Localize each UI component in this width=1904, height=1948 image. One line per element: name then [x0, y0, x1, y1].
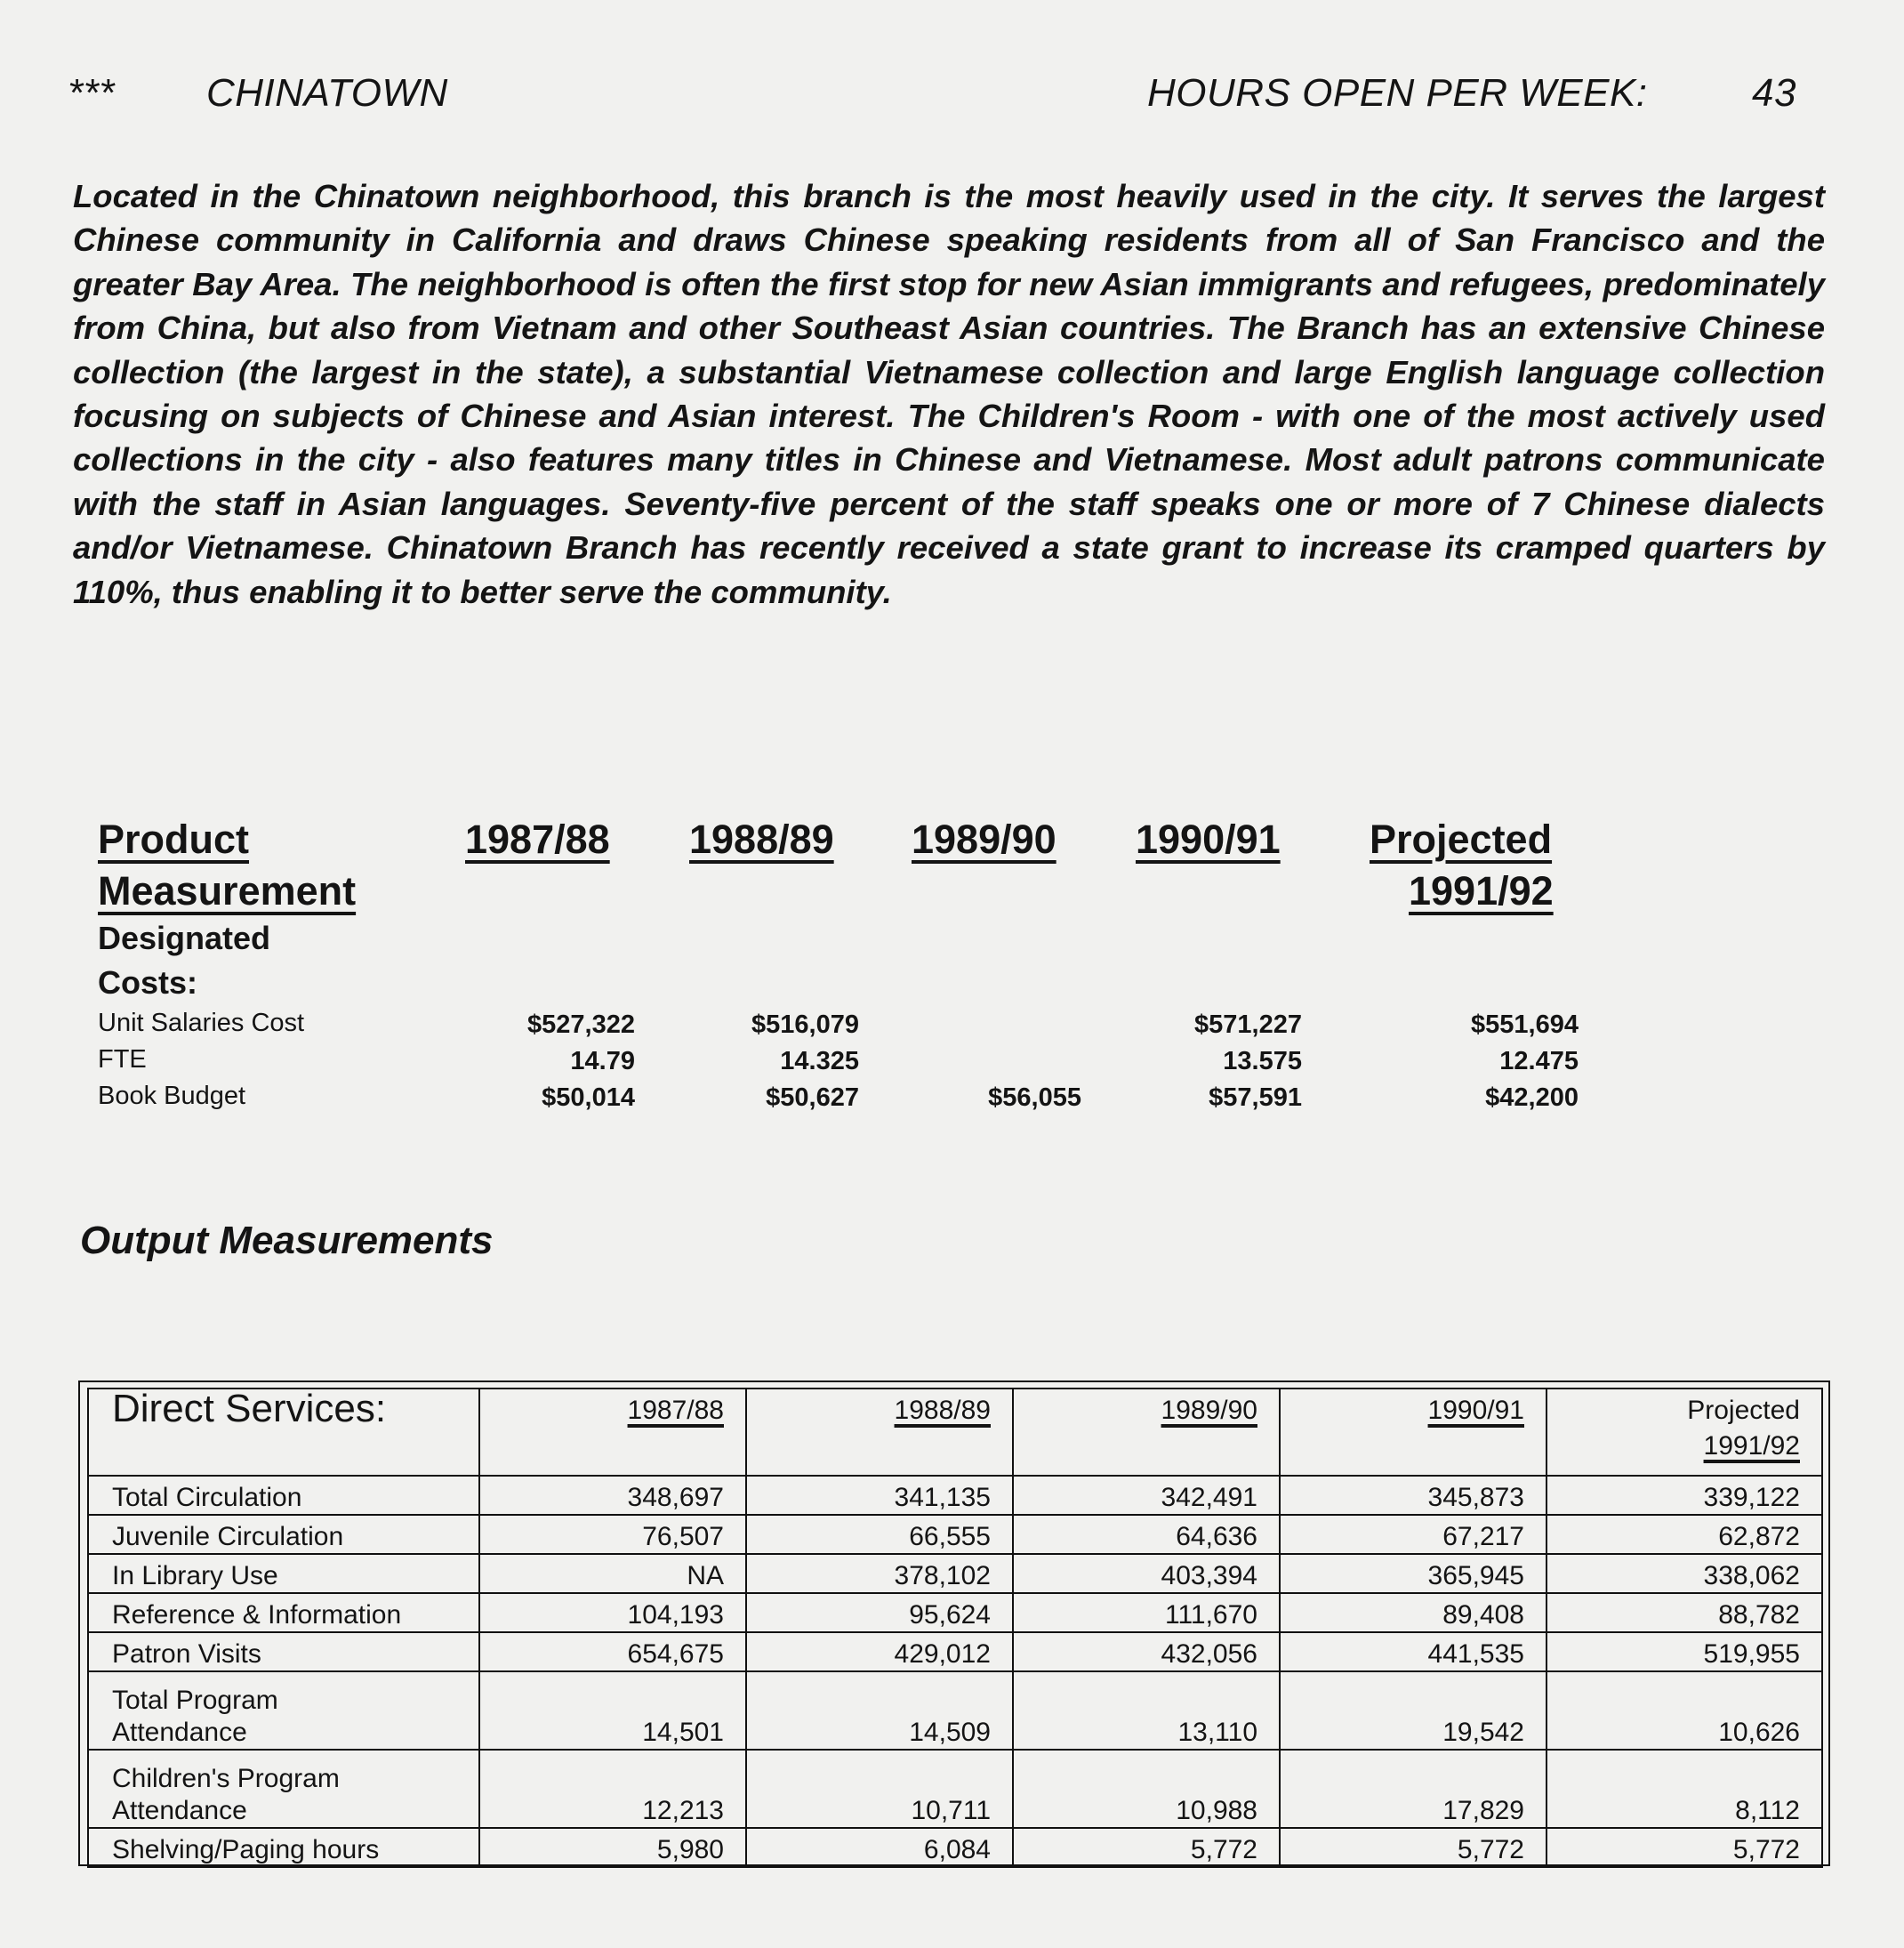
cost-value: $57,591 — [1209, 1083, 1302, 1112]
designated-costs-line1: Designated — [98, 920, 271, 956]
branch-name: CHINATOWN — [206, 71, 448, 115]
cell-value: 8,112 — [1546, 1750, 1822, 1828]
cell-value: 13,110 — [1013, 1671, 1280, 1750]
cell-value: 10,626 — [1546, 1671, 1822, 1750]
table-year-header — [746, 1389, 1013, 1476]
cell-value: 341,135 — [746, 1476, 1013, 1515]
cell-value: 88,782 — [1546, 1593, 1822, 1632]
product-year-1: 1987/88 — [465, 817, 610, 862]
cell-value: 5,772 — [1546, 1828, 1822, 1867]
cell-value: NA — [479, 1554, 746, 1593]
cell-value: 365,945 — [1280, 1554, 1546, 1593]
cell-value: 17,829 — [1280, 1750, 1546, 1828]
cell-value: 14,509 — [746, 1671, 1013, 1750]
cell-value: 519,955 — [1546, 1632, 1822, 1671]
row-label-line1: Shelving/Paging hours — [112, 1835, 380, 1864]
designated-costs-line2: Costs: — [98, 964, 198, 1001]
product-title-line1: Product — [98, 817, 250, 862]
direct-services-table — [87, 1388, 1823, 1868]
cell-value: 64,636 — [1013, 1515, 1280, 1554]
branch-description: Located in the Chinatown neighborhood, this branch is the most heavily used in the city. It serves the largest Chinese community in California and draws Chinese speaking residents from all of San Francisco and the greater Bay Area. The neighborhood is often the first stop for new Asian immigrants and refugees, predominately from China, but also from Vietnam and other Southeast Asian countries. The Branch has an extensive Chinese collection (the largest in the state), a substantial Vietnamese collection and large English language collection focusing on subjects of Chinese and Asian interest. The Children's Room - with one of the most actively used collections in the city - also features many titles in Chinese and Vietnamese. Most adult patrons communicate with the staff in Asian languages. Seventy-five percent of the staff speaks one or more of 7 Chinese dialects and/or Vietnamese. Chinatown Branch has recently received a state grant to increase its cramped quarters by 110%, thus enabling it to better serve the community. — [73, 178, 1825, 610]
cell-value: 95,624 — [746, 1593, 1013, 1632]
cell-value: 19,542 — [1280, 1671, 1546, 1750]
cell-value: 432,056 — [1013, 1632, 1280, 1671]
direct-services-table-frame — [78, 1381, 1830, 1866]
cell-value: 342,491 — [1013, 1476, 1280, 1515]
product-year-2: 1988/89 — [689, 817, 834, 862]
cell-value: 10,988 — [1013, 1750, 1280, 1828]
cost-value: $50,627 — [766, 1083, 859, 1112]
table-row — [88, 1632, 1822, 1671]
table-projected-header — [1546, 1389, 1822, 1476]
cost-value: 14.325 — [780, 1047, 859, 1075]
cell-value: 62,872 — [1546, 1515, 1822, 1554]
cell-value: 76,507 — [479, 1515, 746, 1554]
row-label — [88, 1476, 479, 1515]
cell-value: 67,217 — [1280, 1515, 1546, 1554]
table-row — [88, 1515, 1822, 1554]
table-header-row — [88, 1389, 1822, 1476]
table-row — [88, 1593, 1822, 1632]
row-label-line2: Attendance — [112, 1796, 247, 1825]
product-projected-line1: Projected — [1370, 817, 1553, 862]
cell-value: 89,408 — [1280, 1593, 1546, 1632]
row-label-line1: Total Circulation — [112, 1483, 302, 1512]
product-year-4: 1990/91 — [1136, 817, 1281, 862]
product-title-line2: Measurement — [98, 868, 357, 914]
product-projected-line2: 1991/92 — [1409, 868, 1554, 914]
row-label — [88, 1515, 479, 1554]
cost-value: $50,014 — [542, 1083, 635, 1112]
cost-row-label: Book Budget — [98, 1082, 246, 1110]
row-label-line2: Attendance — [112, 1718, 247, 1747]
cost-value: $56,055 — [988, 1083, 1081, 1112]
cost-value: 13.575 — [1223, 1047, 1302, 1075]
projected-year: 1991/92 — [1703, 1431, 1800, 1461]
cost-row-label: Unit Salaries Cost — [98, 1009, 305, 1037]
cost-value: $527,322 — [527, 1010, 635, 1039]
cell-value: 338,062 — [1546, 1554, 1822, 1593]
cell-value: 14,501 — [479, 1671, 746, 1750]
year-label: 1987/88 — [627, 1396, 724, 1425]
row-label — [88, 1593, 479, 1632]
cell-value: 654,675 — [479, 1632, 746, 1671]
cell-value: 6,084 — [746, 1828, 1013, 1867]
cell-value: 104,193 — [479, 1593, 746, 1632]
cell-value: 345,873 — [1280, 1476, 1546, 1515]
cell-value: 12,213 — [479, 1750, 746, 1828]
direct-services-header: Direct Services: — [88, 1389, 479, 1476]
table-row — [88, 1750, 1822, 1828]
row-label-line1: Children's Program — [112, 1764, 340, 1793]
cell-value: 348,697 — [479, 1476, 746, 1515]
cell-value: 5,772 — [1013, 1828, 1280, 1867]
cost-row-label: FTE — [98, 1045, 147, 1074]
row-label — [88, 1554, 479, 1593]
cell-value: 441,535 — [1280, 1632, 1546, 1671]
output-title: Output Measurements — [80, 1219, 494, 1262]
row-label — [88, 1632, 479, 1671]
row-label-line1: Total Program — [112, 1686, 278, 1715]
header-stars: *** — [69, 71, 116, 115]
row-label-line1: Reference & Information — [112, 1600, 402, 1630]
year-label: 1989/90 — [1161, 1396, 1257, 1425]
row-label — [88, 1828, 479, 1867]
cell-value: 66,555 — [746, 1515, 1013, 1554]
year-label: 1990/91 — [1427, 1396, 1524, 1425]
year-label: 1988/89 — [894, 1396, 991, 1425]
table-row — [88, 1671, 1822, 1750]
cell-value: 5,980 — [479, 1828, 746, 1867]
row-label — [88, 1750, 479, 1828]
hours-value: 43 — [1752, 71, 1796, 115]
row-label-line1: Patron Visits — [112, 1639, 261, 1669]
cell-value: 429,012 — [746, 1632, 1013, 1671]
row-label — [88, 1671, 479, 1750]
row-label-line1: In Library Use — [112, 1561, 278, 1590]
cell-value: 10,711 — [746, 1750, 1013, 1828]
cell-value: 378,102 — [746, 1554, 1013, 1593]
table-row — [88, 1476, 1822, 1515]
table-row — [88, 1828, 1822, 1867]
cost-value: $551,694 — [1471, 1010, 1579, 1039]
cell-value: 5,772 — [1280, 1828, 1546, 1867]
cell-value: 403,394 — [1013, 1554, 1280, 1593]
cost-value: 12.475 — [1499, 1047, 1579, 1075]
cost-value: $571,227 — [1194, 1010, 1302, 1039]
product-year-3: 1989/90 — [912, 817, 1056, 862]
cell-value: 339,122 — [1546, 1476, 1822, 1515]
row-label-line1: Juvenile Circulation — [112, 1522, 344, 1551]
cost-value: 14.79 — [570, 1047, 635, 1075]
cell-value: 111,670 — [1013, 1593, 1280, 1632]
cost-value: $516,079 — [751, 1010, 859, 1039]
projected-label: Projected — [1687, 1396, 1800, 1425]
table-year-header — [1013, 1389, 1280, 1476]
cost-value: $42,200 — [1485, 1083, 1579, 1112]
table-year-header — [479, 1389, 746, 1476]
table-year-header — [1280, 1389, 1546, 1476]
table-row — [88, 1554, 1822, 1593]
hours-label: HOURS OPEN PER WEEK: — [1147, 71, 1648, 115]
